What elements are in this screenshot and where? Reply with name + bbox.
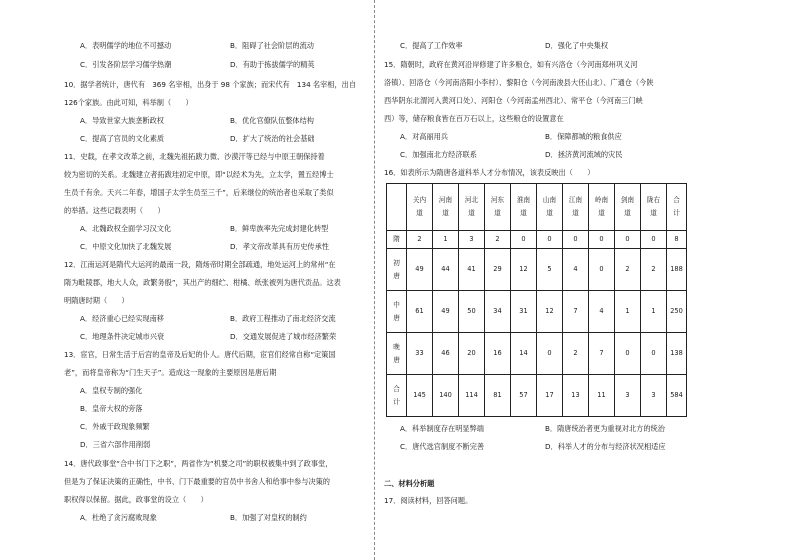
q15-stem-3: 西华阴东北渭河入黄河口处）、河阳仓（今河南孟州西北）、常平仓（今河南三门峡 <box>384 96 643 105</box>
table-cell: 13 <box>563 375 589 417</box>
table-cell: 250 <box>667 291 687 333</box>
table-cell: 12 <box>537 291 563 333</box>
table-cell: 14 <box>511 333 537 375</box>
q11-stem-3: 生员千有余。天兴二年春，增国子太学生员至三千”，后来继位的统治者也采取了类似 <box>64 188 334 197</box>
column-divider <box>374 0 375 560</box>
table-cell: 3 <box>615 375 641 417</box>
table-cell: 0 <box>537 333 563 375</box>
table-row-total <box>387 375 687 417</box>
table-cell: 2 <box>485 231 511 249</box>
q13-option-c[interactable]: C．外戚干政现象频繁 <box>80 422 150 431</box>
q10-option-b[interactable]: B．优化官僚队伍整体结构 <box>230 116 314 125</box>
q10-option-c[interactable]: C．提高了官员的文化素质 <box>80 134 165 143</box>
table-cell: 0 <box>511 231 537 249</box>
table-cell: 114 <box>459 375 485 417</box>
table-cell: 0 <box>537 231 563 249</box>
table-cell: 0 <box>641 333 667 375</box>
table-cell: 49 <box>407 249 433 291</box>
table-cell: 2 <box>615 249 641 291</box>
table-cell: 188 <box>667 249 687 291</box>
row-label: 合 计 <box>387 375 407 417</box>
table-header-row <box>387 184 687 231</box>
header-shannan: 山南 道 <box>537 184 563 231</box>
q12-stem-3: 明隋唐时期（ ） <box>64 296 129 305</box>
q15-option-a[interactable]: A．对高丽用兵 <box>400 132 449 141</box>
header-guannei: 关内 道 <box>407 184 433 231</box>
q15-stem-1: 15．隋朝时，政府在黄河沿岸修建了许多粮仓，如有兴洛仓（今河南郑州巩义河 <box>384 60 638 69</box>
table-row-mid-tang <box>387 291 687 333</box>
row-label: 隋 <box>387 231 407 249</box>
table-cell: 0 <box>589 231 615 249</box>
table-cell: 31 <box>511 291 537 333</box>
q14-option-a[interactable]: A．杜绝了贪污腐败现象 <box>80 513 157 522</box>
row-label: 中 唐 <box>387 291 407 333</box>
table-row-early-tang <box>387 249 687 291</box>
table-cell: 1 <box>615 291 641 333</box>
table-cell: 7 <box>563 291 589 333</box>
header-hebei: 河北 道 <box>459 184 485 231</box>
q16-option-b[interactable]: B．隋唐统治者更为重视对北方的统治 <box>545 424 665 433</box>
table-corner <box>387 184 407 231</box>
table-cell: 2 <box>563 333 589 375</box>
table-cell: 4 <box>589 291 615 333</box>
row-label: 晚 唐 <box>387 333 407 375</box>
table-cell: 16 <box>485 333 511 375</box>
table-cell: 20 <box>459 333 485 375</box>
talent-distribution-table <box>386 183 687 417</box>
header-lingnan: 岭南 道 <box>589 184 615 231</box>
q12-option-a[interactable]: A．经济重心已经实现南移 <box>80 314 164 323</box>
q13-stem-2: 老”，而将皇帝称为“门生天子”。造成这一现象的主要原因是唐后期 <box>64 368 277 377</box>
table-row-late-tang <box>387 333 687 375</box>
q13-stem-1: 13．宦官，日常生活于后宫的皇帝及后妃的仆人。唐代后期，宦官们经常自称“定策国 <box>64 350 336 359</box>
header-total: 合 计 <box>667 184 687 231</box>
table-cell: 34 <box>485 291 511 333</box>
table-cell: 61 <box>407 291 433 333</box>
q10-option-a[interactable]: A．导致世家大族垄断政权 <box>80 116 164 125</box>
table-cell: 7 <box>589 333 615 375</box>
table-row-sui <box>387 231 687 249</box>
q11-stem-1: 11．史载，在孝文改革之前，北魏先祖拓跋力微、沙漠汗等已经与中原王朝保持着 <box>64 152 325 161</box>
table-cell: 1 <box>433 231 459 249</box>
header-hedong: 河东 道 <box>485 184 511 231</box>
table-cell: 0 <box>615 333 641 375</box>
table-cell: 49 <box>433 291 459 333</box>
q15-option-c[interactable]: C．加强南北方经济联系 <box>400 150 477 159</box>
row-label: 初 唐 <box>387 249 407 291</box>
table-cell: 50 <box>459 291 485 333</box>
q12-stem-2: 隋为毗陵郡，地大人众，政繁务殷”，其出产的细纻、柑橘、纸张被列为唐代贡品。这表 <box>64 278 341 287</box>
table-cell: 57 <box>511 375 537 417</box>
q15-option-d[interactable]: D．拯济黄河流域的灾民 <box>545 150 623 159</box>
header-henan: 河南 道 <box>433 184 459 231</box>
q15-stem-4: 西）等，储存粮食皆在百万石以上，这些粮仓的设置意在 <box>384 114 564 123</box>
q14-stem-1: 14．唐代政事堂“合中书门下之职”，两省作为“机要之司”的职权被集中到了政事堂， <box>64 459 333 468</box>
section-2-title: 二、材料分析题 <box>384 479 435 488</box>
q11-option-b[interactable]: B．鲜卑族率先完成封建化转型 <box>230 224 329 233</box>
table-cell: 8 <box>667 231 687 249</box>
table-cell: 46 <box>433 333 459 375</box>
table-cell: 2 <box>641 249 667 291</box>
q11-option-c[interactable]: C．中原文化加快了北魏发展 <box>80 242 172 251</box>
q13-option-b[interactable]: B．皇帝大权的旁落 <box>80 404 143 413</box>
table-cell: 0 <box>563 231 589 249</box>
table-cell: 0 <box>641 231 667 249</box>
table-cell: 0 <box>615 231 641 249</box>
q11-option-a[interactable]: A．北魏政权全面学习汉文化 <box>80 224 172 233</box>
q11-stem-2: 较为密切的关系。北魏建立者拓跋珪初定中原，即“以经术为先，立太学，置五经博士 <box>64 170 334 179</box>
q10-option-d[interactable]: D．扩大了统治的社会基础 <box>230 134 315 143</box>
q15-option-b[interactable]: B．保障都城的粮食供应 <box>545 132 622 141</box>
table-cell: 2 <box>407 231 433 249</box>
q14-stem-2: 但是为了保证决策的正确性，中书、门下最重要的官员中书舍人和给事中参与决策的 <box>64 477 330 486</box>
table-cell: 5 <box>537 249 563 291</box>
q9-option-a[interactable]: A．表明儒学的地位不可撼动 <box>80 41 172 50</box>
header-huainan: 淮南 道 <box>511 184 537 231</box>
table-cell: 1 <box>641 291 667 333</box>
table-cell: 17 <box>537 375 563 417</box>
table-cell: 4 <box>563 249 589 291</box>
q16-option-a[interactable]: A．科举制度存在明显弊端 <box>400 424 484 433</box>
table-cell: 145 <box>407 375 433 417</box>
q17-stem: 17．阅读材料，回答问题。 <box>384 496 473 505</box>
q14-option-c[interactable]: C．提高了工作效率 <box>400 41 463 50</box>
table-cell: 29 <box>485 249 511 291</box>
table-cell: 3 <box>641 375 667 417</box>
table-cell: 44 <box>433 249 459 291</box>
q16-option-d[interactable]: D．科举人才的分布与经济状况相适应 <box>545 442 666 451</box>
q9-option-b[interactable]: B．阻碍了社会阶层的流动 <box>230 41 314 50</box>
q12-option-c[interactable]: C．地理条件决定城市兴衰 <box>80 332 165 341</box>
table-cell: 81 <box>485 375 511 417</box>
q16-stem: 16．如表所示为隋唐各道科举人才分布情况，该表反映出（ ） <box>384 168 595 177</box>
table-cell: 3 <box>459 231 485 249</box>
q11-option-d[interactable]: D．孝文帝改革具有历史传承性 <box>230 242 329 251</box>
table-cell: 11 <box>589 375 615 417</box>
q14-option-d[interactable]: D．强化了中央集权 <box>545 41 609 50</box>
q15-stem-2: 洛镇）、回洛仓（今河南洛阳小李村）、黎阳仓（今河南浚县大伾山北）、广通仓（今陕 <box>384 78 654 87</box>
table-cell: 12 <box>511 249 537 291</box>
table-cell: 41 <box>459 249 485 291</box>
header-jiannan: 剑南 道 <box>615 184 641 231</box>
q11-stem-4: 的举措。这些记载表明（ ） <box>64 206 165 215</box>
table-cell: 584 <box>667 375 687 417</box>
header-longyou: 陇右 道 <box>641 184 667 231</box>
q13-option-a[interactable]: A．皇权专制的强化 <box>80 386 143 395</box>
header-jiangnan: 江南 道 <box>563 184 589 231</box>
q9-option-d[interactable]: D．有助于拣拔儒学的精英 <box>230 60 315 69</box>
q10-stem-1: 10．据学者统计，唐代有 369 名宰相，出身于 98 个家族；而宋代有 134 名宰相，出自 <box>64 80 357 89</box>
q13-option-d[interactable]: D．三省六部作用削弱 <box>80 440 151 449</box>
table-cell: 33 <box>407 333 433 375</box>
table-cell: 138 <box>667 333 687 375</box>
q12-option-b[interactable]: B．政府工程推动了南北经济交流 <box>230 314 336 323</box>
q14-option-b[interactable]: B．加强了对皇权的制约 <box>230 513 307 522</box>
q12-option-d[interactable]: D．交通发展促进了城市经济繁荣 <box>230 332 337 341</box>
q16-option-c[interactable]: C．唐代选官制度不断完善 <box>400 442 485 451</box>
table-cell: 0 <box>589 249 615 291</box>
table-cell: 140 <box>433 375 459 417</box>
q14-stem-3: 职权得以保留。据此，政事堂的设立（ ） <box>64 495 208 504</box>
q12-stem-1: 12．江南运河是隋代大运河的最南一段，隋炀帝时期全部疏通，地处运河上的常州“在 <box>64 260 336 269</box>
q9-option-c[interactable]: C．引发各阶层学习儒学热潮 <box>80 60 172 69</box>
q10-stem-2: 126个家族。由此可知，科举制（ ） <box>64 98 193 107</box>
